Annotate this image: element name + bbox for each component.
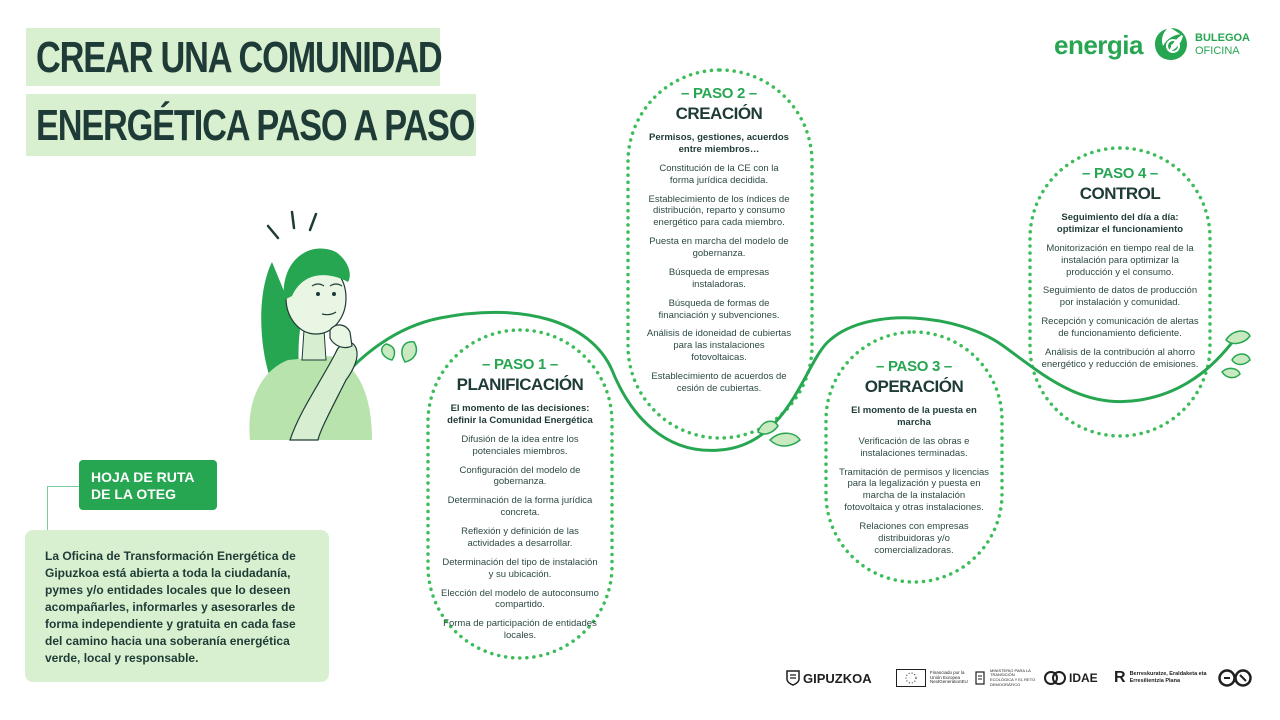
step-1-name: PLANIFICACIÓN [456, 375, 584, 394]
gipuzkoa-logo [786, 664, 872, 692]
gipuzkoa-text: GIPUZKOA [803, 670, 872, 686]
circular-economy-icon [1218, 669, 1252, 687]
step-2-item: Constitución de la CE con la forma jurídica decidida. [659, 162, 779, 186]
step-3-name: OPERACIÓN [864, 377, 964, 396]
leaf-icon-1 [382, 342, 417, 362]
step-3-item: Tramitación de permisos y licencias para la legalización y puesta en marcha de la instalación fotovoltaica y otras instalaciones. [838, 466, 990, 514]
plan-text: Berreskuratze, Eraldaketa eta Erresilientzia Plana [1129, 671, 1207, 684]
step-1-subtitle: El momento de las decisiones: definir la Comunidad Energética [447, 403, 593, 426]
step-2-item: Análisis de idoneidad de cubiertas para las instalaciones fotovoltaicas. [646, 328, 792, 364]
logo-word: energia [1054, 30, 1143, 60]
eu-text: Financiado por la Unión Europea NextGenerationEU [930, 669, 968, 685]
step-1-number: – PASO 1 – [482, 356, 558, 373]
step-3-operacion [838, 358, 990, 557]
step-2-name: CREACIÓN [675, 104, 763, 123]
step-1-item: Reflexión y definición de las actividades a desarrollar. [461, 526, 579, 549]
step-3-subtitle: El momento de la puesta en marcha [851, 405, 977, 428]
logo-oficina: OFICINA [1195, 45, 1240, 57]
step-2-item: Puesta en marcha del modelo de gobernanza. [649, 236, 789, 259]
idae-icon [1044, 671, 1066, 685]
step-4-number: – PASO 4 – [1082, 165, 1158, 182]
step-2-item: Búsqueda de formas de financiación y subvenciones. [658, 297, 780, 321]
eu-flag-icon [896, 669, 926, 687]
step-3-number: – PASO 3 – [876, 358, 952, 375]
page-title-line-1: CREAR UNA COMUNIDAD [36, 33, 442, 82]
idae-text: IDAE [1069, 671, 1098, 685]
step-1-item: Configuración del modelo de gobernanza. [459, 464, 581, 488]
step-4-control [1040, 165, 1200, 371]
step-2-item: Establecimiento de los índices de distribución, reparto y consumo energético para cada miembro. [648, 193, 790, 229]
plan-r-icon: R [1114, 669, 1126, 686]
step-4-item: Recepción y comunicación de alertas de funcionamiento deficiente. [1041, 316, 1199, 339]
spain-coat-icon [974, 670, 986, 686]
step-4-item: Análisis de la contribución al ahorro energético y reducción de emisiones. [1041, 346, 1199, 370]
step-1-item: Determinación del tipo de instalación y su ubicación. [442, 556, 598, 580]
step-1-item: Determinación de la forma jurídica concreta. [447, 495, 593, 519]
roadmap-connector-line [47, 486, 80, 531]
step-1-item: Elección del modelo de autoconsumo compartido. [441, 587, 599, 611]
eu-logo [896, 664, 972, 692]
sponsor-logos [786, 664, 1256, 694]
logo-bulegoa: BULEGOA [1195, 32, 1250, 44]
leaf-icon-2 [758, 421, 800, 446]
page-title-line-2: ENERGÉTICA PASO A PASO [36, 101, 475, 150]
step-1-item: Forma de participación de entidades locales. [443, 618, 597, 642]
step-4-name: CONTROL [1079, 184, 1161, 203]
leaf-icon-3 [1222, 331, 1250, 378]
step-3-item: Relaciones con empresas distribuidoras y/o comercializadoras. [859, 521, 969, 556]
step-1-item: Difusión de la idea entre los potenciales miembros. [461, 433, 579, 457]
step-2-subtitle: Permisos, gestiones, acuerdos entre miembros… [649, 132, 789, 155]
roadmap-label: HOJA DE RUTA DE LA OTEG [79, 460, 217, 510]
step-4-item: Monitorización en tiempo real de la instalación para optimizar la producción y el consumo. [1046, 242, 1194, 278]
step-2-item: Establecimiento de acuerdos de cesión de cubiertas. [651, 371, 787, 394]
roadmap-description: La Oficina de Transformación Energética de Gipuzkoa está abierta a toda la ciudadanía, pymes y/o entidades locales que lo deseen acompañarles, informarles y asesorarles de forma independiente y gratuita en cada fase del camino hacia una soberanía energética verde, local y responsable. [25, 530, 329, 682]
step-2-number: – PASO 2 – [681, 85, 757, 102]
gipuzkoa-shield-icon [786, 670, 800, 686]
ministerio-text: MINISTERIO PARA LA TRANSICIÓN ECOLÓGICA Y EL RETO DEMOGRÁFICO [990, 667, 1036, 687]
step-3-item: Verificación de las obras e instalaciones terminadas. [858, 435, 970, 459]
step-1-planificacion [440, 356, 600, 642]
step-2-creacion [646, 85, 792, 395]
step-4-subtitle: Seguimiento del día a día: optimizar el funcionamiento [1056, 212, 1184, 235]
plan-logo [1114, 664, 1212, 692]
ministerio-logo [974, 664, 1038, 692]
thinking-woman-illustration [249, 212, 372, 440]
step-4-item: Seguimiento de datos de producción por instalación y comunidad. [1042, 285, 1198, 309]
idae-logo [1044, 664, 1098, 692]
circular-logo [1218, 664, 1252, 692]
step-2-item: Búsqueda de empresas instaladoras. [668, 266, 770, 290]
